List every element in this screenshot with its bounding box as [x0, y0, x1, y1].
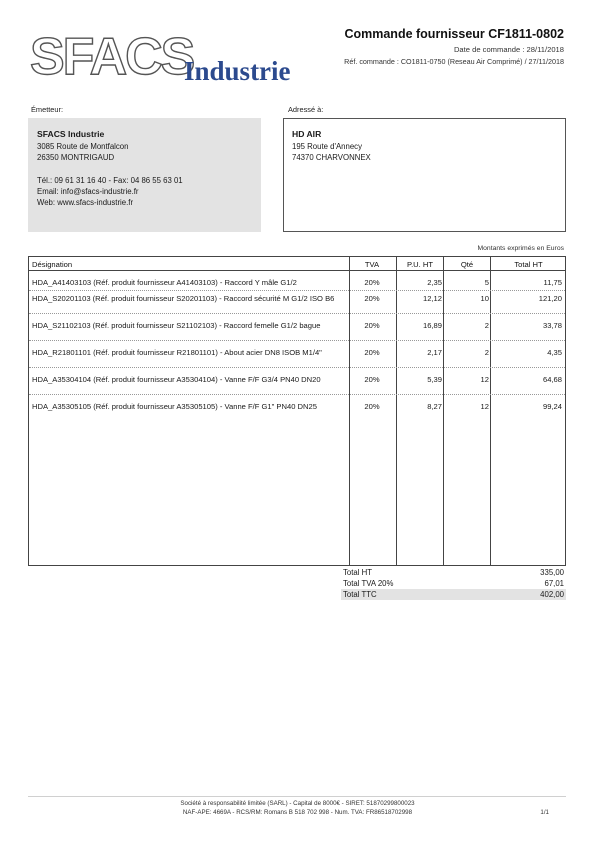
order-reference: Réf. commande : CO1811-0750 (Reseau Air Comprimé) / 27/11/2018 [344, 57, 564, 66]
row-quantity: 12 [480, 375, 489, 384]
footer-legal-line2: NAF-APE: 4669A - RCS/RM: Romans B 518 702 998 - Num. TVA: FR86518702998 [182, 809, 413, 816]
row-tva: 20% [364, 402, 380, 411]
table-row [29, 399, 565, 421]
order-lines-table [28, 256, 566, 566]
row-quantity: 12 [480, 402, 489, 411]
total-tva-label: Total TVA 20% [343, 579, 394, 588]
row-unit-price: 8,27 [427, 402, 442, 411]
table-row [29, 372, 565, 395]
total-ht-row [341, 567, 566, 578]
col-header-quantity: Qté [460, 260, 474, 269]
row-tva: 20% [364, 348, 380, 357]
total-ttc-row [341, 589, 566, 600]
row-quantity: 2 [484, 321, 489, 330]
total-tva-row [341, 578, 566, 589]
row-tva: 20% [364, 294, 380, 303]
logo-sub-text: Industrie [184, 56, 291, 86]
total-ttc-label: Total TTC [343, 590, 377, 599]
sender-address-line1: 3085 Route de Montfalcon [37, 142, 129, 151]
company-logo [28, 28, 318, 90]
row-unit-price: 2,35 [427, 278, 442, 287]
footer-divider [28, 796, 566, 797]
recipient-address-line2: 74370 CHARVONNEX [292, 153, 371, 162]
row-designation: HDA_A41403103 (Réf. produit fournisseur A41403103) - Raccord Y mâle G1/2 [32, 278, 297, 287]
row-total: 99,24 [542, 402, 562, 411]
sender-block [28, 118, 261, 232]
sender-label: Émetteur: [31, 105, 64, 114]
row-total: 11,75 [543, 278, 562, 287]
order-title: Commande fournisseur CF1811-0802 [344, 27, 564, 41]
row-unit-price: 2,17 [427, 348, 442, 357]
row-designation: HDA_A35305105 (Réf. produit fournisseur A35305105) - Vanne F/F G1" PN40 DN25 [32, 402, 317, 411]
row-total: 121,20 [538, 294, 562, 303]
total-tva-value: 67,01 [544, 579, 564, 588]
table-row [29, 275, 565, 291]
total-ttc-value: 402,00 [540, 590, 564, 599]
sender-name: SFACS Industrie [37, 129, 105, 139]
row-quantity: 10 [480, 294, 489, 303]
col-header-unit-price: P.U. HT [406, 260, 434, 269]
table-row [29, 318, 565, 341]
table-row [29, 345, 565, 368]
col-header-tva: TVA [364, 260, 380, 269]
order-date: Date de commande : 28/11/2018 [453, 45, 564, 54]
sender-web: Web: www.sfacs-industrie.fr [37, 198, 134, 207]
row-quantity: 5 [484, 278, 489, 287]
row-unit-price: 12,12 [422, 294, 442, 303]
recipient-label: Adressé à: [288, 105, 324, 114]
total-ht-value: 335,00 [540, 568, 564, 577]
col-header-designation: Désignation [32, 260, 73, 269]
recipient-block [283, 118, 566, 232]
page-number: 1/1 [540, 809, 549, 816]
table-row [29, 291, 565, 314]
row-quantity: 2 [484, 348, 489, 357]
row-designation: HDA_S21102103 (Réf. produit fournisseur S21102103) - Raccord femelle G1/2 bague [32, 321, 321, 330]
footer-legal-line1: Société à responsabilité limitée (SARL) - Capital de 8000€ - SIRET: 51870299800023 [180, 800, 415, 807]
row-unit-price: 16,89 [422, 321, 442, 330]
sender-phone: Tél.: 09 61 31 16 40 - Fax: 04 86 55 63 01 [37, 176, 183, 185]
totals-block [341, 567, 566, 600]
sender-address-line2: 26350 MONTRIGAUD [37, 153, 115, 162]
row-designation: HDA_A35304104 (Réf. produit fournisseur A35304104) - Vanne F/F G3/4 PN40 DN20 [32, 375, 321, 384]
row-tva: 20% [364, 278, 380, 287]
logo-main-text: SFACS [30, 28, 194, 86]
sender-email: Email: info@sfacs-industrie.fr [37, 187, 139, 196]
row-designation: HDA_S20201103 (Réf. produit fournisseur S20201103) - Raccord sécurité M G1/2 ISO B6 [32, 294, 335, 303]
total-ht-label: Total HT [343, 568, 373, 577]
row-tva: 20% [364, 321, 380, 330]
recipient-name: HD AIR [292, 129, 322, 139]
row-tva: 20% [364, 375, 380, 384]
row-unit-price: 5,39 [427, 375, 442, 384]
row-total: 64,68 [542, 375, 562, 384]
row-total: 4,35 [547, 348, 562, 357]
col-header-total: Total HT [514, 260, 543, 269]
row-total: 33,78 [542, 321, 562, 330]
currency-note: Montants exprimés en Euros [477, 245, 564, 252]
recipient-address-line1: 195 Route d'Annecy [292, 142, 362, 151]
row-designation: HDA_R21801101 (Réf. produit fournisseur R21801101) - About acier DN8 ISOB M1/4" [32, 348, 322, 357]
